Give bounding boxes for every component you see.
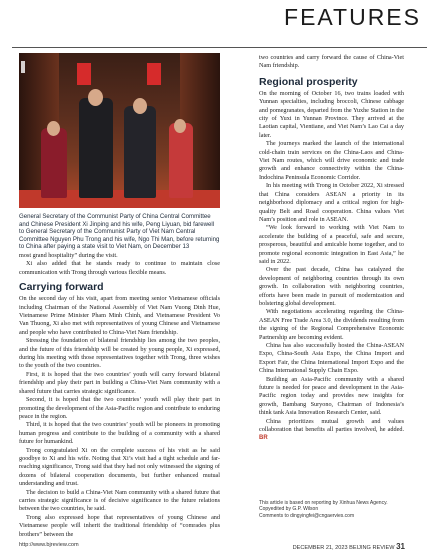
- section-heading: Regional prosperity: [259, 75, 358, 88]
- end-mark: BR: [259, 435, 268, 442]
- paragraph-text: China prioritizes mutual growth and values collaboration that benefits all parties involved, he added.: [259, 417, 404, 434]
- article-credits: [259, 500, 404, 519]
- footer-issue: [293, 542, 405, 551]
- person-4-head: [174, 119, 186, 133]
- left-column: [19, 252, 220, 539]
- person-1: [41, 128, 67, 198]
- paragraph: On the second day of his visit, apart from meeting senior Vietnamese officials including Chairman of the National Assembly of Viet Nam Vuong Dinh Hue, Vietnamese Prime Minister Pham Minh Chinh, and Vietnamese President Vo Van Thuong, Xi also met with representatives of young Chinese and Vietnamese and people who have contributed to China-Viet Nam friendship.: [19, 295, 220, 336]
- paragraph: two countries and carry forward the cause of China-Viet Nam friendship.: [259, 54, 404, 70]
- paragraph: On the morning of October 16, two trains loaded with Yunnan specialties, including broccoli, Chinese cabbage and pomegranates, departed from the Yuxhe Station in the city of Yuxi in Yunnan Province. They arrived at the Laotian capital, Vientiane, and Viet Nam’s Lao Cai a day later.: [259, 89, 404, 139]
- section-label: FEATURES: [284, 4, 421, 30]
- credit-line: Copyedited by G.P. Wilson: [259, 506, 319, 513]
- paragraph: [259, 418, 404, 443]
- page-number: 31: [396, 542, 405, 551]
- page-header: [0, 0, 427, 50]
- article-photo: [19, 53, 220, 208]
- paragraph: Building an Asia-Pacific community with a shared future is needed for peace and development in the Asia-Pacific region today and provides new insights for growth, Bambang Suryono, Chairman of Indonesia’s think tank Asia Innovation Research Center, said.: [259, 375, 404, 417]
- person-4: [169, 123, 193, 198]
- issue-date: DECEMBER 21, 2023 BEIJING REVIEW: [292, 545, 395, 551]
- vietnam-flag: [147, 63, 161, 85]
- right-column: [259, 54, 404, 443]
- paragraph: Trong also expressed hope that representatives of young Chinese and Vietnamese people will inherit the traditional friendship of “comrades plus brothers” between the: [19, 513, 220, 538]
- china-flag: [77, 63, 91, 85]
- paragraph: “We look forward to working with Viet Nam to accelerate the building of a peaceful, safe and secure, prosperous, beautiful and amicable home together, and to promote regional economic integration in East Asia,” he said in 2022.: [259, 224, 404, 265]
- paragraph: With negotiations accelerating regarding the China-ASEAN Free Trade Area 3.0, the dividends resulting from the signing of the Regional Comprehensive Economic Partnership are becoming evident.: [259, 308, 404, 341]
- person-1-head: [47, 121, 60, 136]
- paragraph: Third, it is hoped that the two countries’ youth will be pioneers in promoting human progress and contribute to the building of a community with a shared future for humankind.: [19, 421, 220, 446]
- paragraph: most grand hospitality” during the visit.: [19, 252, 118, 259]
- paragraph: Over the past decade, China has catalyzed the development of neighboring countries through its own growth. In collaboration with neighboring countries, efforts have been made in pursuit of modernization and bolstering global development.: [259, 266, 404, 307]
- paragraph: China has also successfully hosted the China-ASEAN Expo, China-South Asia Expo, the China Import and Export Fair, the China International Import Expo and the China International Supply Chain Expo.: [259, 342, 404, 375]
- paragraph: The decision to build a China-Viet Nam community with a shared future that carries strategic significance is of decisive significance to the future relations between the two countries, he said.: [19, 488, 220, 513]
- person-3: [124, 106, 156, 198]
- credit-line: This article is based on reporting by Xinhua News Agency.: [259, 500, 388, 506]
- paragraph: Trong congratulated Xi on the complete success of his visit as he said goodbye to Xi and his wife. Noting that Xi’s visit had a tight schedule and far-reaching significance, Trong said that they had not only witnessed the signing of dozens of bilateral cooperation documents, but further enhanced mutual understanding and trust.: [19, 446, 220, 488]
- paragraph: Stressing the foundation of bilateral friendship lies among the two peoples, and the future of this friendship will be created by young people, Xi expressed, during his meeting with those representatives together with Trong, three wishes to the youth of the two countries.: [19, 337, 220, 370]
- photo-caption: General Secretary of the Communist Party of China Central Committee and Chinese President Xi Jinping and his wife, Peng Liyuan, bid farewell to General Secretary of the Communist Party of Viet Nam Central Committee Nguyen Phu Trong and his wife, Ngo Thi Man, before returning to China after paying a state visit to Viet Nam, on December 13: [19, 213, 220, 251]
- person-2-head: [88, 89, 103, 106]
- person-2: [79, 98, 113, 198]
- footer-url[interactable]: http://www.bjreview.com: [19, 542, 79, 548]
- paragraph: First, it is hoped that the two countries’ youth will carry forward bilateral friendship and play their part in building a China-Viet Nam community with a shared future that carries strategic significance.: [19, 370, 220, 395]
- paragraph: Xi also added that he stands ready to continue to maintain close communication with Trong through various flexible means.: [19, 260, 220, 276]
- header-rule: [12, 47, 427, 48]
- credit-line: Comments to dingyingfei@cngaervies.com: [259, 512, 355, 519]
- photo-credit-mark: [21, 61, 25, 73]
- section-heading: Carrying forward: [19, 281, 104, 294]
- person-3-head: [133, 98, 147, 114]
- paragraph: In his meeting with Trong in October 2022, Xi stressed that China considers ASEAN a priority in its neighborhood diplomacy and a critical region for high-quality Belt and Road cooperation. China values Viet Nam’s position and role in ASEAN.: [259, 182, 404, 223]
- paragraph: The journeys marked the launch of the international cold-chain train services on the China-Laos and China-Viet Nam routes, which will drive economic and trade growth and enhance connectivity within the China-Indochina Peninsula Economic Corridor.: [259, 140, 404, 181]
- paragraph: Second, it is hoped that the two countries’ youth will play their part in promoting the development of the Asia-Pacific region and contribute to enduring peace in the region.: [19, 396, 220, 420]
